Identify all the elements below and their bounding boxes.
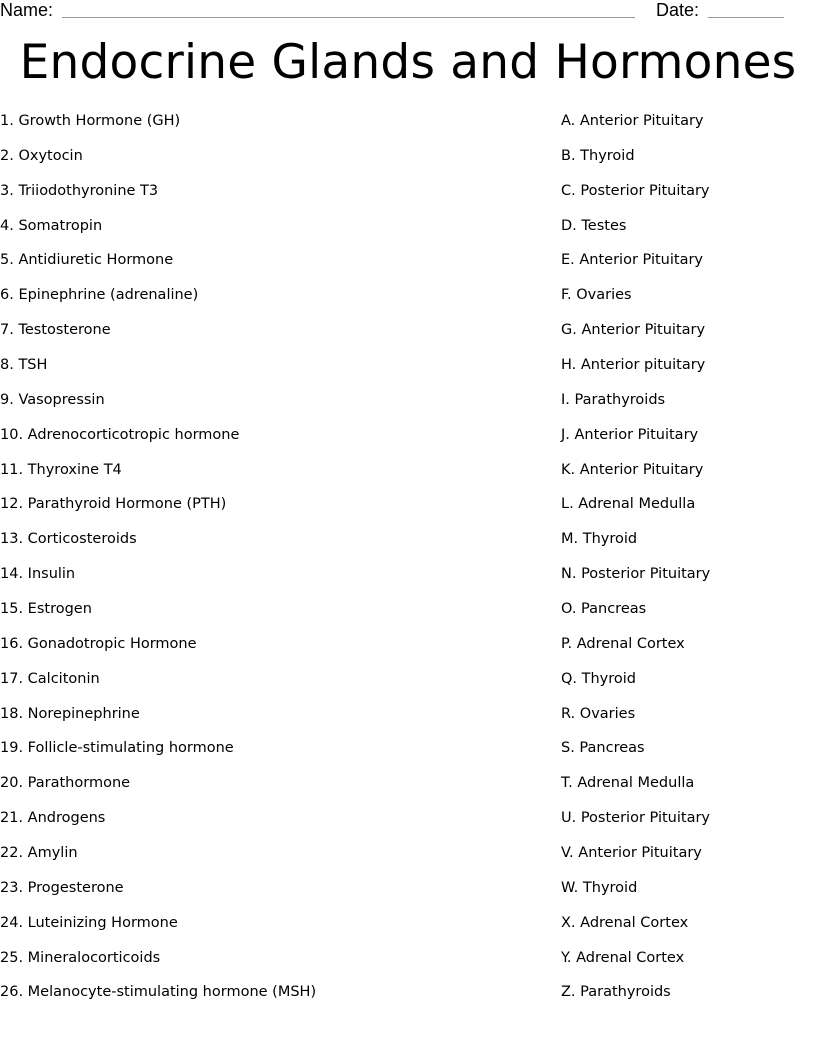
hormone-item: 15. Estrogen (0, 601, 92, 618)
gland-item: V. Anterior Pituitary (561, 845, 702, 862)
hormone-item: 19. Follicle-stimulating hormone (0, 740, 234, 757)
date-field-line[interactable] (708, 17, 784, 18)
hormone-item: 8. TSH (0, 357, 48, 374)
hormone-item: 9. Vasopressin (0, 391, 105, 408)
gland-item: C. Posterior Pituitary (561, 182, 710, 199)
gland-item: G. Anterior Pituitary (561, 322, 706, 339)
gland-item: I. Parathyroids (561, 391, 666, 408)
gland-item: K. Anterior Pituitary (561, 461, 704, 478)
hormone-item: 6. Epinephrine (adrenaline) (0, 287, 199, 304)
page-title: Endocrine Glands and Hormones (19, 35, 797, 90)
gland-item: F. Ovaries (561, 287, 632, 304)
gland-item: X. Adrenal Cortex (561, 914, 689, 931)
hormone-item: 10. Adrenocorticotropic hormone (0, 426, 240, 443)
hormones-list (0, 111, 520, 1017)
glands-list (561, 111, 811, 1017)
gland-item: L. Adrenal Medulla (561, 496, 696, 513)
hormone-item: 13. Corticosteroids (0, 531, 137, 548)
hormone-item: 17. Calcitonin (0, 670, 100, 687)
gland-item: P. Adrenal Cortex (561, 635, 685, 652)
gland-item: H. Anterior pituitary (561, 357, 706, 374)
gland-item: U. Posterior Pituitary (561, 810, 710, 827)
gland-item: W. Thyroid (561, 879, 638, 896)
hormone-item: 1. Growth Hormone (GH) (0, 113, 181, 129)
gland-item: T. Adrenal Medulla (561, 775, 695, 792)
gland-item: N. Posterior Pituitary (561, 566, 711, 583)
hormone-item: 21. Androgens (0, 810, 106, 827)
gland-item: M. Thyroid (561, 531, 638, 548)
gland-item: Y. Adrenal Cortex (561, 949, 685, 966)
hormone-item: 3. Triiodothyronine T3 (0, 182, 159, 199)
gland-item: Z. Parathyroids (561, 984, 671, 1001)
hormone-item: 11. Thyroxine T4 (0, 461, 122, 478)
hormone-item: 14. Insulin (0, 566, 76, 583)
hormone-item: 18. Norepinephrine (0, 705, 140, 722)
hormone-item: 4. Somatropin (0, 217, 103, 234)
gland-item: B. Thyroid (561, 147, 635, 164)
date-label: Date: (656, 0, 700, 20)
gland-item: J. Anterior Pituitary (561, 426, 699, 443)
hormone-item: 12. Parathyroid Hormone (PTH) (0, 496, 227, 513)
gland-item: O. Pancreas (561, 601, 647, 618)
hormone-item: 20. Parathormone (0, 775, 131, 792)
name-field-line[interactable] (62, 17, 635, 18)
hormone-item: 25. Mineralocorticoids (0, 949, 161, 966)
hormone-item: 26. Melanocyte-stimulating hormone (MSH) (0, 984, 317, 1001)
hormone-item: 5. Antidiuretic Hormone (0, 252, 174, 269)
gland-item: S. Pancreas (561, 740, 645, 757)
worksheet-header (0, 0, 816, 22)
gland-item: Q. Thyroid (561, 670, 637, 687)
hormone-item: 2. Oxytocin (0, 147, 83, 164)
gland-item: E. Anterior Pituitary (561, 252, 703, 269)
hormone-item: 22. Amylin (0, 845, 78, 862)
name-label: Name: (0, 0, 54, 20)
hormone-item: 7. Testosterone (0, 322, 111, 339)
gland-item: R. Ovaries (561, 705, 636, 722)
hormone-item: 23. Progesterone (0, 879, 124, 896)
hormone-item: 24. Luteinizing Hormone (0, 914, 178, 931)
hormone-item: 16. Gonadotropic Hormone (0, 635, 197, 652)
gland-item: D. Testes (561, 217, 627, 234)
gland-item: A. Anterior Pituitary (561, 113, 704, 129)
